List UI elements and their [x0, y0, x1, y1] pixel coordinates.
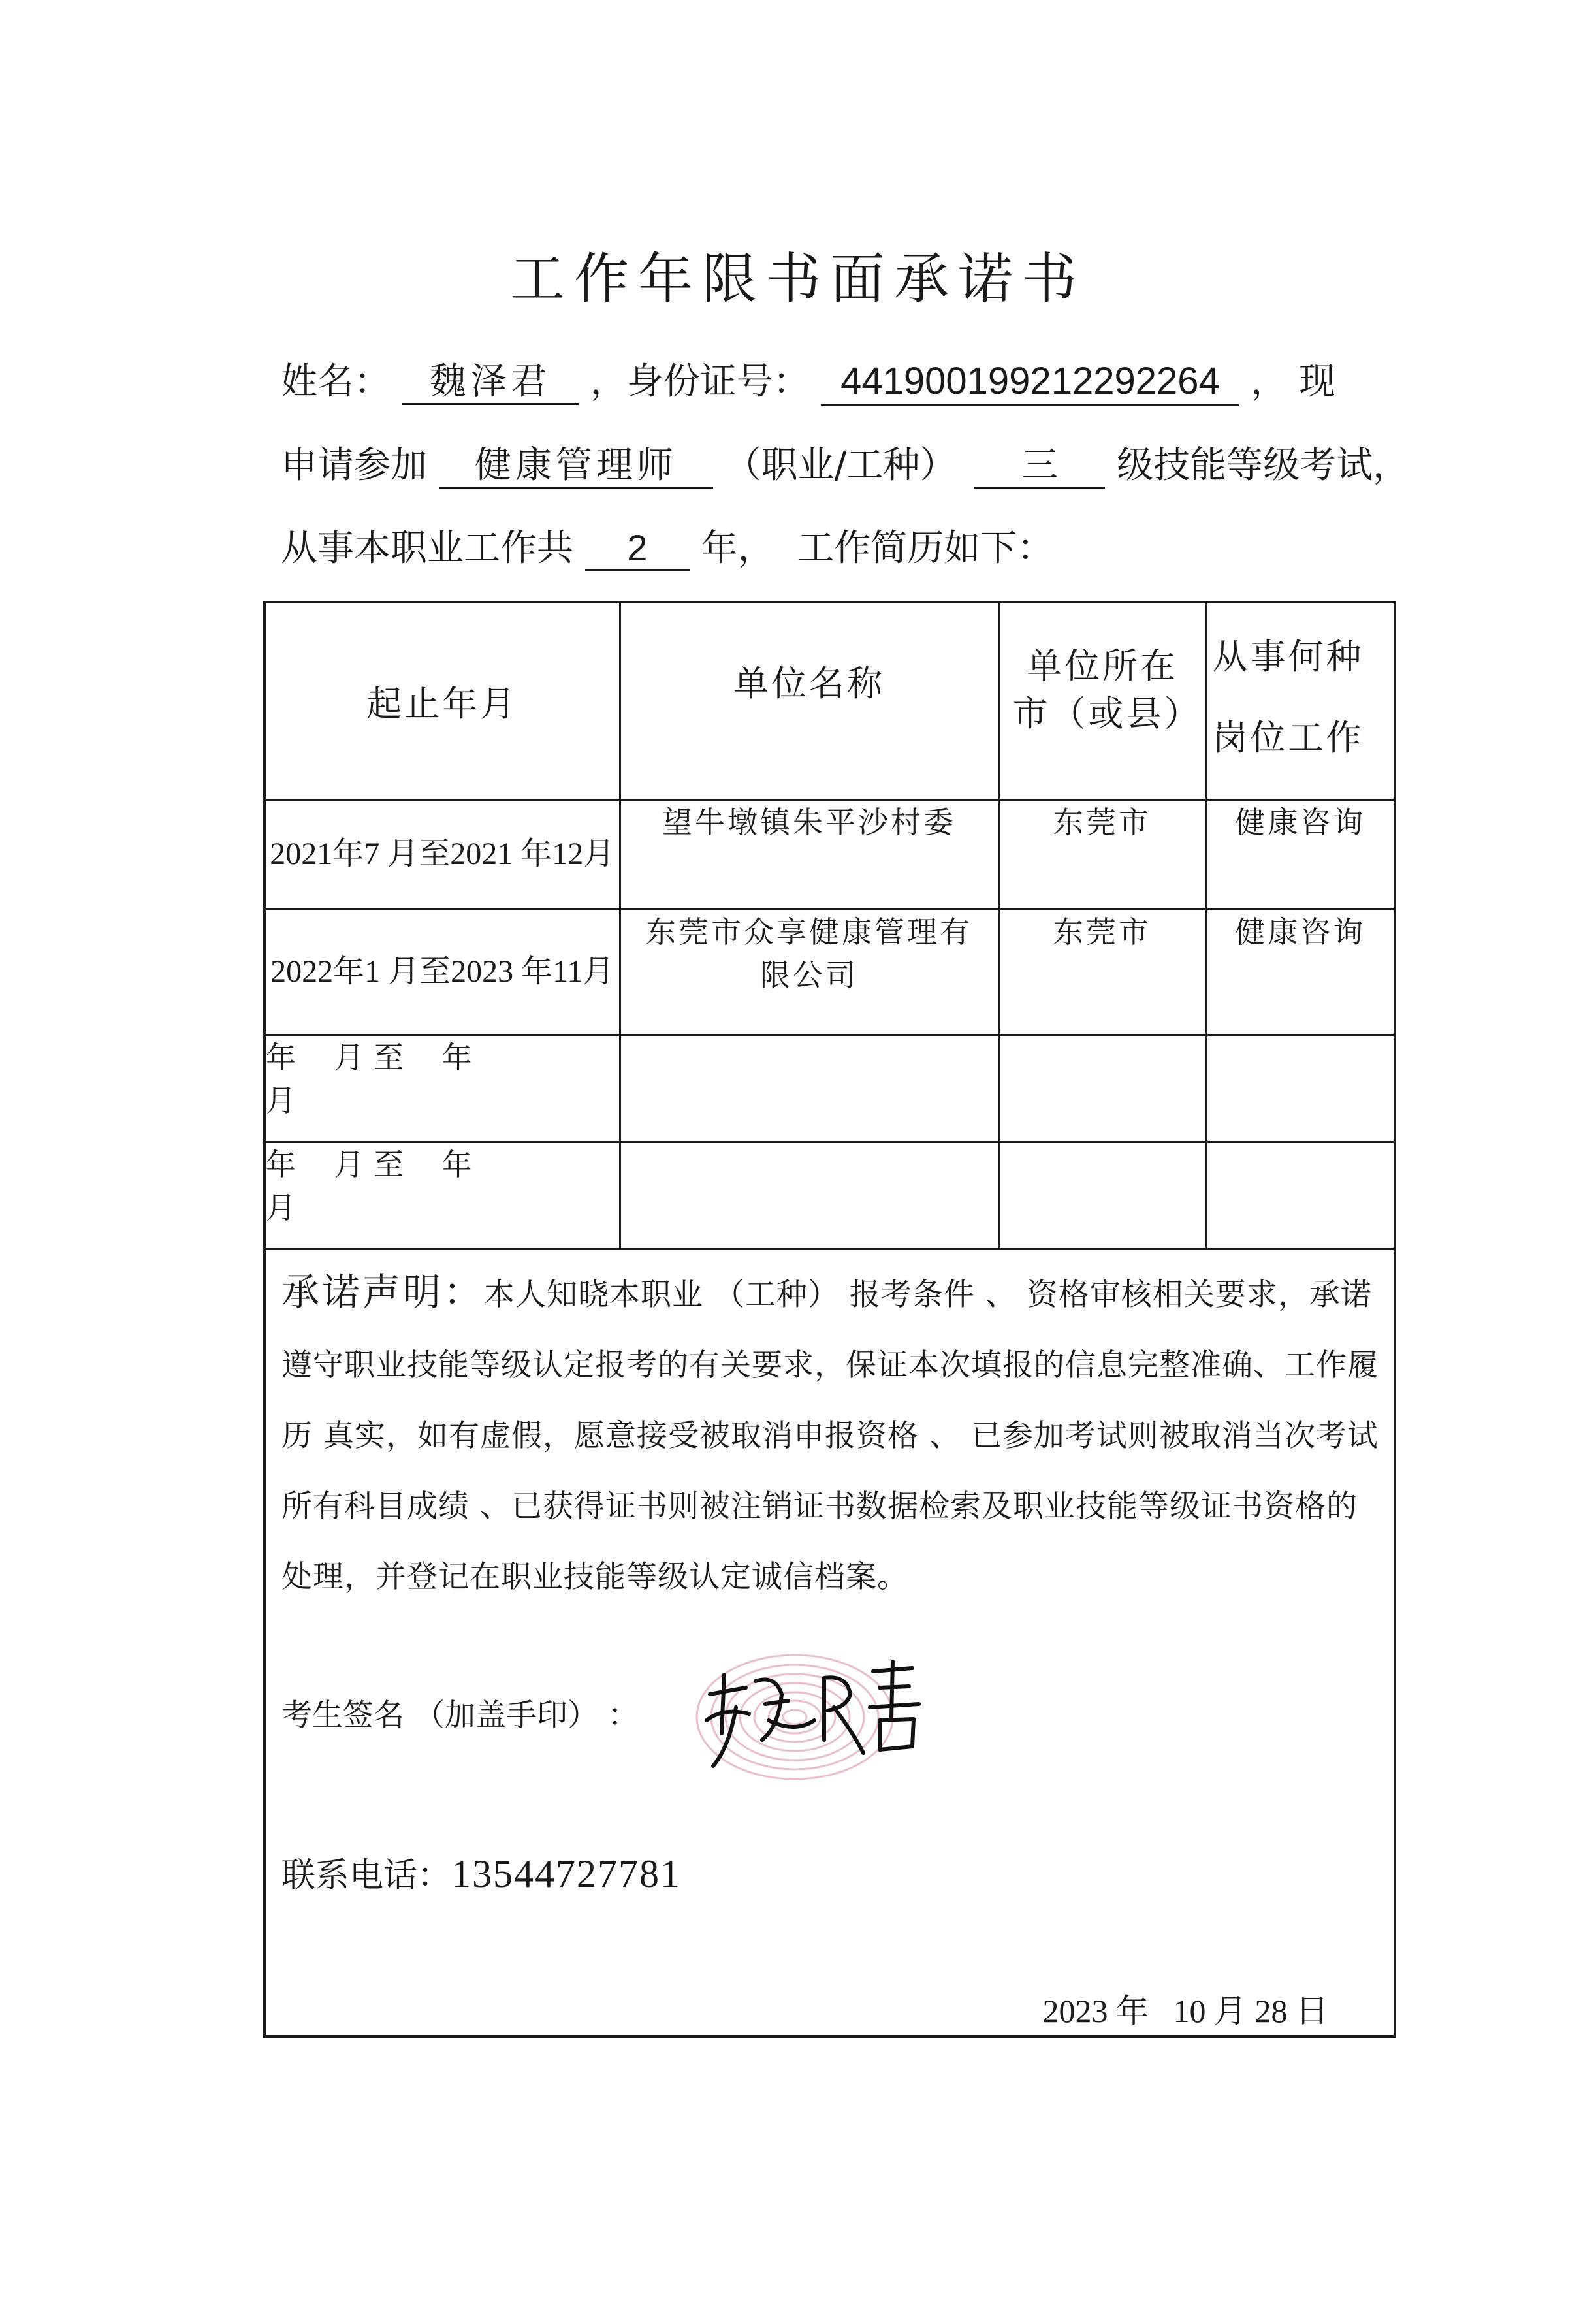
name-label: 姓名：	[281, 361, 391, 403]
declaration-body: 本人知晓本职业 （工种） 报考条件 、 资格审核相关要求，承诺遵守职业技能等级认定报考的有关要求，保证本次填报的信息完整准确、工作履历 真实，如有虚假，愿意接受被取消申报资格 、 已参加考试则被取消当次考试所有科目成绩 、已获得证书则被注销证书数据检索及职业技能等级证书资格的处理，并登记在职业技能等级认定诚信档案。	[281, 1277, 1379, 1595]
name-value: 魏泽君	[402, 361, 579, 405]
fingerprint-mark	[697, 1655, 893, 1779]
table-row	[266, 1142, 1394, 1249]
row-unit	[620, 1142, 998, 1249]
commitment-form	[263, 601, 1396, 2038]
id-label: ，身份证号：	[590, 361, 810, 403]
applicant-line	[281, 353, 1335, 406]
row-period: 年 月 至 年 月	[266, 1035, 620, 1142]
table-row	[266, 799, 1394, 909]
date-year: 2023	[1042, 1993, 1108, 2029]
signature-strokes	[707, 1662, 919, 1766]
row-city	[998, 1035, 1206, 1142]
occupation-value: 健康管理师	[439, 445, 713, 489]
level-suffix: 级技能等级考试，	[1117, 444, 1410, 487]
years-line	[281, 519, 1053, 571]
row-unit: 东莞市众享健康管理有限公司	[620, 909, 998, 1035]
header-unit-city: 单位所在市（或县）	[998, 603, 1206, 799]
signature-label: 考生签名 （加盖手印） ：	[281, 1697, 639, 1733]
table-row	[266, 909, 1394, 1035]
header-period: 起止年月	[266, 603, 620, 799]
row-unit: 望牛墩镇朱平沙村委	[620, 799, 998, 909]
sign-date	[1043, 1985, 1329, 2032]
row-post	[1206, 1142, 1394, 1249]
table-row	[266, 1035, 1394, 1142]
handwritten-signature-with-fingerprint	[684, 1642, 958, 1792]
date-day: 28	[1254, 1993, 1288, 2029]
row-city: 东莞市	[998, 799, 1206, 909]
years-prefix: 从事本职业工作共	[281, 527, 573, 570]
contact-phone	[281, 1848, 681, 1897]
level-value: 三	[974, 445, 1105, 489]
years-suffix: 年， 工作简历如下：	[701, 527, 1054, 570]
row-period: 2021年7 月至2021 年12月	[266, 799, 620, 909]
date-day-unit: 日	[1296, 1992, 1328, 2030]
apply-line	[281, 436, 1409, 489]
commitment-declaration	[281, 1257, 1385, 1613]
apply-prefix: 申请参加	[281, 444, 427, 487]
phone-label: 联系电话：	[281, 1856, 452, 1895]
id-number-value: 441900199212292264	[821, 360, 1239, 406]
document-title: 工作年限书面承诺书	[509, 247, 1086, 311]
row-post: 健康咨询	[1206, 799, 1394, 909]
date-year-unit: 年	[1116, 1992, 1149, 2030]
row-unit	[620, 1035, 998, 1142]
table-header-row	[266, 603, 1394, 799]
header-unit-name: 单位名称	[620, 603, 998, 799]
date-month-unit: 月	[1214, 1992, 1247, 2030]
row-post: 健康咨询	[1206, 909, 1394, 1035]
row-city: 东莞市	[998, 909, 1206, 1035]
work-history-table	[266, 603, 1394, 1250]
header-post: 从事何种岗位工作	[1206, 603, 1394, 799]
years-value: 2	[585, 527, 690, 571]
line1-tail: ， 现	[1251, 361, 1336, 403]
row-post	[1206, 1035, 1394, 1142]
occupation-suffix: （职业/工种）	[724, 444, 957, 487]
row-city	[998, 1142, 1206, 1249]
row-period: 2022年1 月至2023 年11月	[266, 909, 620, 1035]
declaration-lead: 承诺声明：	[281, 1270, 485, 1314]
row-period: 年 月 至 年 月	[266, 1142, 620, 1249]
phone-number: 13544727781	[451, 1852, 682, 1895]
date-month: 10	[1173, 1993, 1206, 2029]
